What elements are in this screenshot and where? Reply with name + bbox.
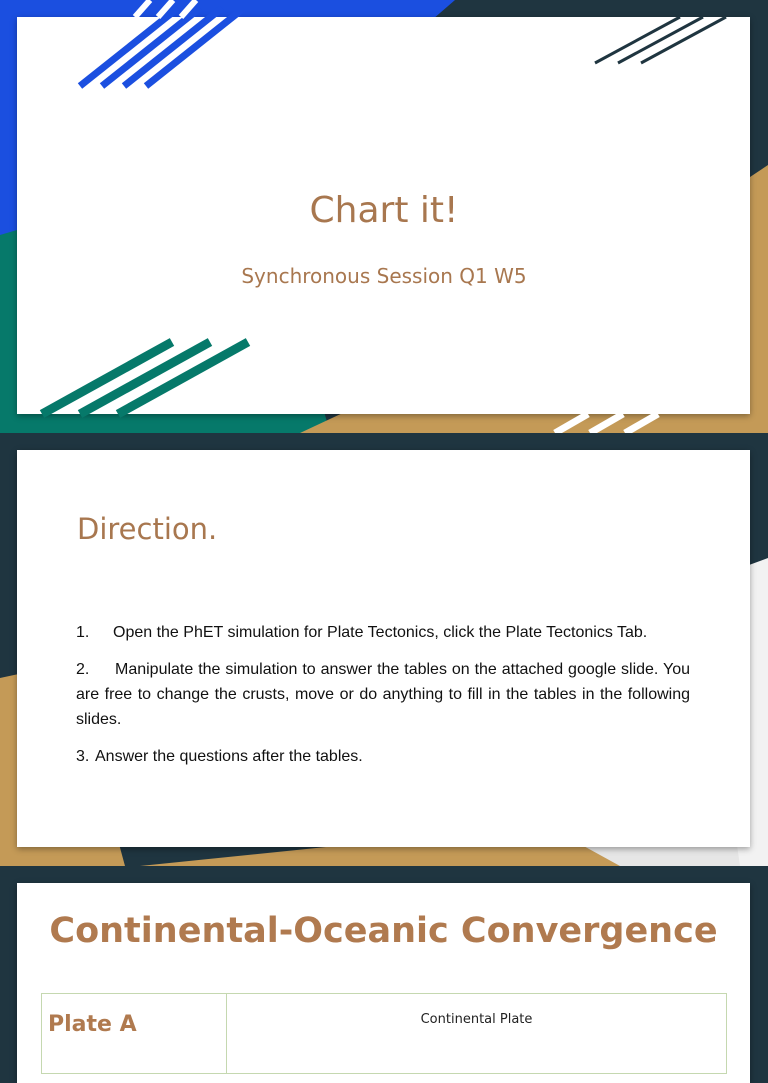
item-text: Manipulate the simulation to answer the tables on the attached google slide. You are free to change the crusts, move or do anything to fill in the tables in the following slides. xyxy=(76,661,690,728)
direction-heading: Direction. xyxy=(77,512,218,546)
plate-a-label: Plate A xyxy=(42,994,227,1074)
direction-item-2 xyxy=(76,657,690,732)
item-number: 3. xyxy=(76,748,90,765)
item-number: 1. xyxy=(76,624,90,641)
direction-list xyxy=(76,620,690,781)
item-text: Open the PhET simulation for Plate Tectonics, click the Plate Tectonics Tab. xyxy=(113,624,648,641)
convergence-heading: Continental-Oceanic Convergence xyxy=(49,911,718,951)
direction-item-1 xyxy=(76,620,690,645)
slide-subtitle: Synchronous Session Q1 W5 xyxy=(241,264,527,288)
item-text: Answer the questions after the tables. xyxy=(95,748,363,765)
convergence-slide xyxy=(17,883,750,1083)
plate-a-value: Continental Plate xyxy=(227,994,727,1074)
slide-3-band xyxy=(0,866,768,1037)
plate-table xyxy=(41,993,727,1074)
slide-2-band xyxy=(0,433,768,866)
slide-title: Chart it! xyxy=(309,190,459,231)
direction-item-3 xyxy=(76,744,690,769)
table-row xyxy=(42,994,727,1074)
direction-slide xyxy=(17,450,750,847)
slide-1-band xyxy=(0,0,768,433)
item-number: 2. xyxy=(76,661,90,678)
